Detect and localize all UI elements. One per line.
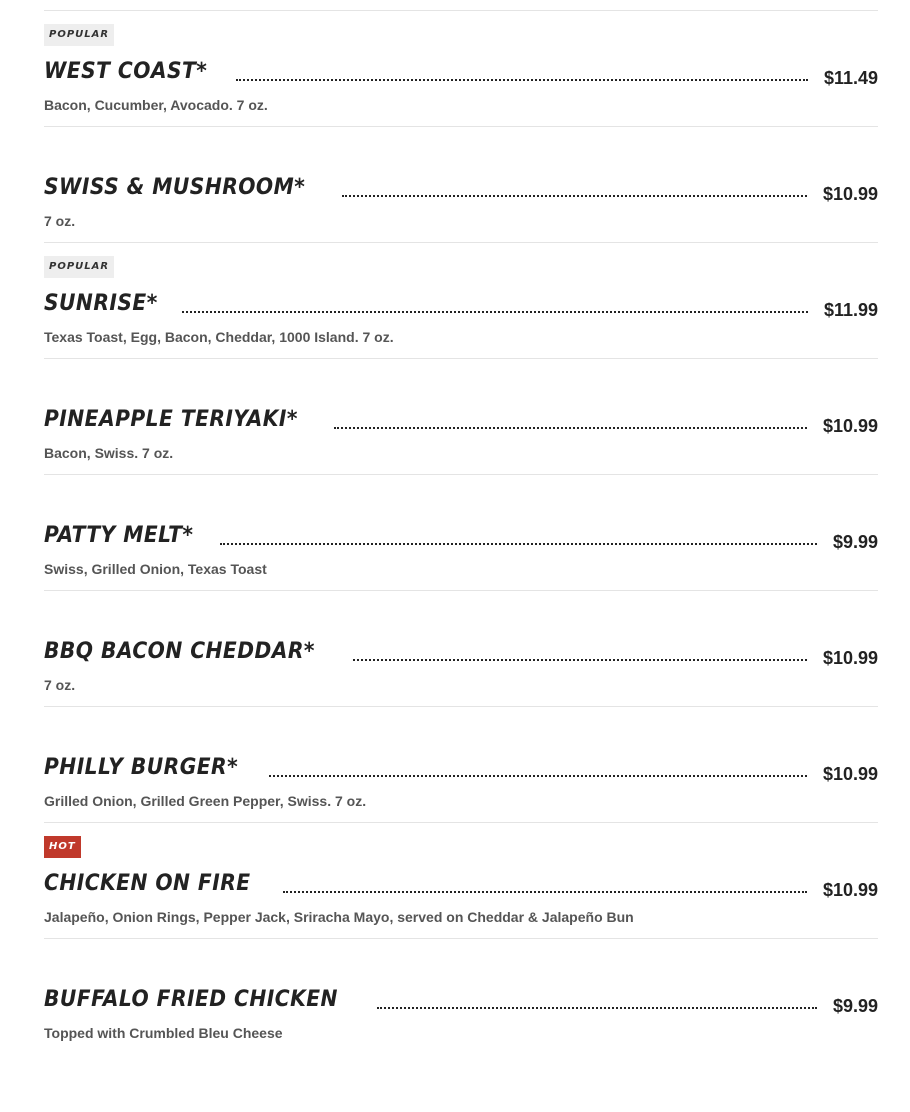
item-price: $10.99 [822,880,878,900]
item-price: $10.99 [822,648,878,668]
dotted-leader [334,427,807,429]
menu-item-patty-melt[interactable] [44,475,878,591]
dotted-leader [283,891,807,893]
item-description: Jalapeño, Onion Rings, Pepper Jack, Sriracha Mayo, served on Cheddar & Jalapeño Bun [44,909,634,925]
menu-item-buffalo-fried-chicken[interactable] [44,939,878,1054]
item-price: $10.99 [822,184,878,204]
item-price: $11.99 [823,300,878,320]
item-name: PHILLY BURGER* [44,755,239,780]
dotted-leader [342,195,807,197]
menu-list [44,10,878,1054]
item-name: CHICKEN ON FIRE [44,871,251,896]
item-description: 7 oz. [44,677,76,693]
menu-item-philly-burger[interactable] [44,707,878,823]
menu-item-sunrise[interactable] [44,243,878,359]
item-price: $10.99 [822,764,878,784]
item-description: Bacon, Cucumber, Avocado. 7 oz. [44,97,268,113]
dotted-leader [182,311,808,313]
dotted-leader [377,1007,816,1009]
item-price: $10.99 [822,416,878,436]
menu-item-west-coast[interactable] [44,11,878,127]
item-description: Texas Toast, Egg, Bacon, Cheddar, 1000 Island. 7 oz. [44,329,394,345]
dotted-leader [353,659,807,661]
item-description: Bacon, Swiss. 7 oz. [44,445,174,461]
item-name: SWISS & MUSHROOM* [44,175,306,200]
item-description: Swiss, Grilled Onion, Texas Toast [44,561,267,577]
popular-badge: POPULAR [44,24,114,46]
dotted-leader [269,775,807,777]
item-name: BBQ BACON CHEDDAR* [44,639,315,664]
menu-item-bbq-bacon-cheddar[interactable] [44,591,878,707]
menu-item-chicken-on-fire[interactable] [44,823,878,939]
item-price: $9.99 [832,532,878,552]
hot-badge: HOT [44,836,81,858]
menu-item-pineapple-teriyaki[interactable] [44,359,878,475]
dotted-leader [236,79,808,81]
item-price: $11.49 [823,68,878,88]
popular-badge: POPULAR [44,256,114,278]
item-price: $9.99 [832,996,878,1016]
item-name: PINEAPPLE TERIYAKI* [44,407,298,432]
item-name: BUFFALO FRIED CHICKEN [44,987,338,1012]
menu-item-swiss-mushroom[interactable] [44,127,878,243]
item-name: PATTY MELT* [44,523,194,548]
dotted-leader [220,543,817,545]
item-name: WEST COAST* [44,59,208,84]
item-description: Topped with Crumbled Bleu Cheese [44,1025,283,1041]
item-name: SUNRISE* [44,291,158,316]
item-description: Grilled Onion, Grilled Green Pepper, Swiss. 7 oz. [44,793,367,809]
item-description: 7 oz. [44,213,76,229]
